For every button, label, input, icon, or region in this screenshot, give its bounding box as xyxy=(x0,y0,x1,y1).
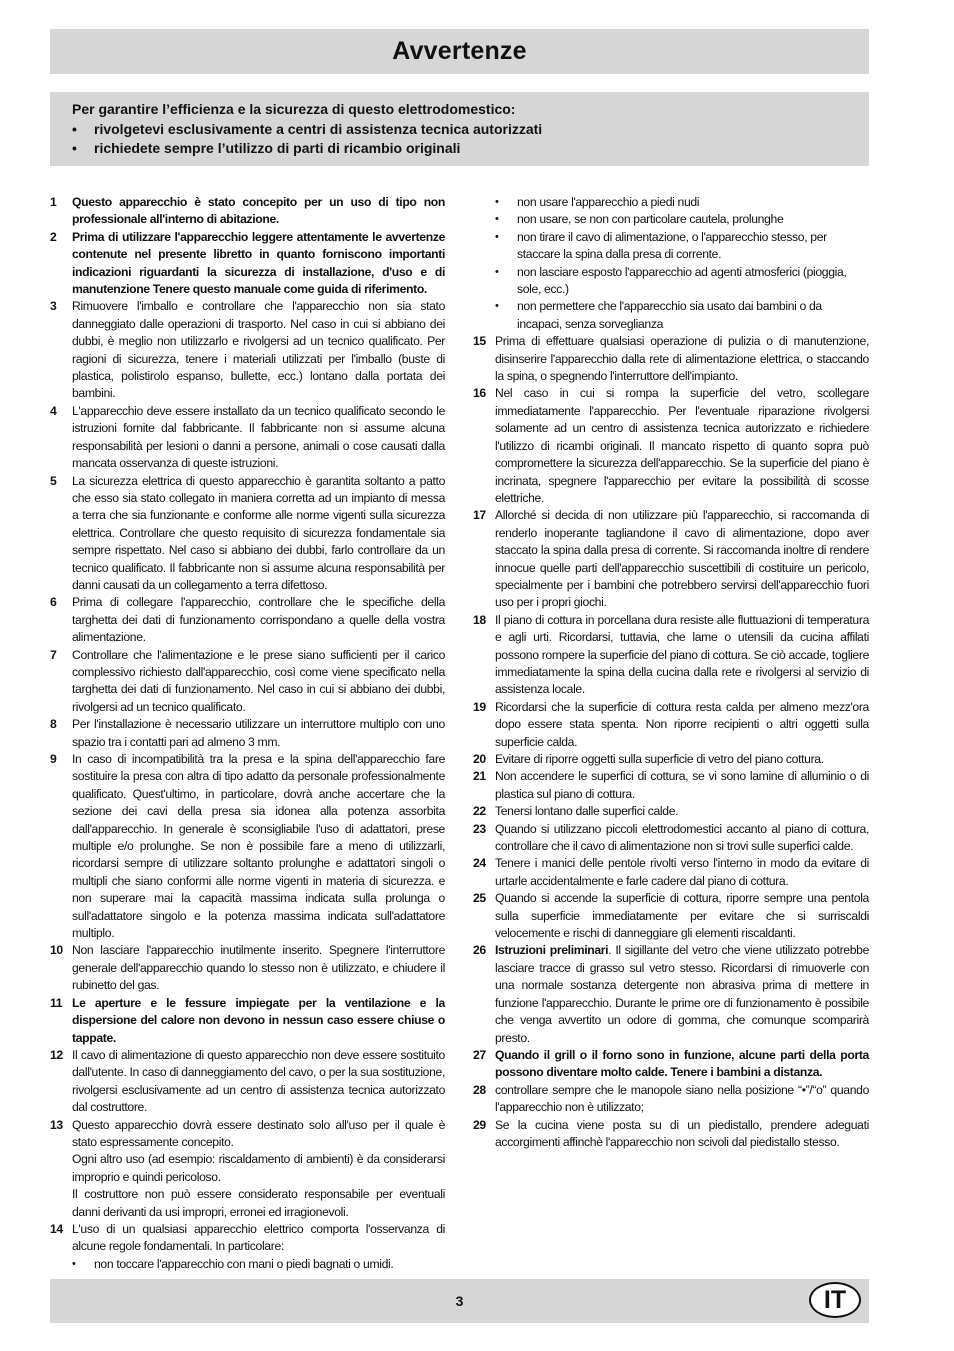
item-text: Allorché si decida di non utilizzare più l'apparecchio, si raccomanda di renderlo inoperante tagliandone il cavo di alimentazione, dopo aver staccato la spina dalla presa di corrente. Si raccomanda inoltre di rendere innocue quelle parti dell'apparecchio suscettibili di costituire un pericolo, specialmente per i bambini che potrebbero servirsi dell'apparecchio fuori uso per i propri giochi. xyxy=(495,508,869,610)
item-text: Se la cucina viene posta su di un piedistallo, prendere adeguati accorgimenti affinchè l'apparecchio non scivoli dal piedistallo stesso. xyxy=(495,1117,869,1149)
item-text: Prima di collegare l'apparecchio, controllare che le specifiche della targhetta dei dati di funzionamento corrispondano a quelle della vostra alimentazione. xyxy=(72,595,445,645)
item-text: Rimuovere l'imballo e controllare che l'apparecchio non sia stato danneggiato dalle operazioni di trasporto. Nel caso in cui si abbiano dei dubbi, è meglio non utilizzarlo e rivolgersi ad un tecnico qualificato. Per ragioni di sicurezza, tenere i materiali utilizzati per l'imballo (buste di plastica, polistirolo espanso, bullette, ecc.) lontano dalla portata dei bambini. xyxy=(72,299,445,401)
sub-bullet-text: non usare l'apparecchio a piedi nudi xyxy=(517,195,700,209)
intro-bullet xyxy=(72,139,869,159)
item-number: 9 xyxy=(50,752,57,766)
item-number: 1 xyxy=(50,195,57,209)
warning-item xyxy=(50,403,445,473)
bullet-icon: • xyxy=(495,265,499,278)
sub-bullet-text: non permettere che l'apparecchio sia usato dai bambini o da incapaci, senza sorveglianza xyxy=(517,299,822,331)
item-text: L'uso di un qualsiasi apparecchio elettrico comporta l'osservanza di alcune regole fondamentali. In particolare: xyxy=(72,1221,445,1254)
warning-item xyxy=(50,1047,445,1117)
item-text: Quando si utilizzano piccoli elettrodomestici accanto al piano di cottura, controllare che il cavo di alimentazione non si trovi sulle superfici calde. xyxy=(495,821,869,854)
intro-heading: Per garantire l’efficienza e la sicurezza di questo elettrodomestico: xyxy=(72,101,516,117)
item-text: Questo apparecchio è stato concepito per un uso di tipo non professionale all'interno di abitazione. xyxy=(72,195,445,227)
intro-bullet-text: rivolgetevi esclusivamente a centri di assistenza tecnica autorizzati xyxy=(94,120,543,137)
item-text: Il cavo di alimentazione di questo apparecchio non deve essere sostituito dall'utente. In caso di danneggiamento del cavo, o per la sua sostituzione, rivolgersi esclusivamente ad un centro di assistenza tecnica autorizzato dal costruttore. xyxy=(72,1047,445,1115)
warning-item xyxy=(50,1117,445,1221)
item-number: 6 xyxy=(50,595,57,610)
item-number: 13 xyxy=(50,1117,63,1132)
warning-item xyxy=(50,229,445,299)
warning-item xyxy=(50,594,445,646)
warning-item xyxy=(50,194,445,229)
item-number: 28 xyxy=(473,1082,486,1097)
sub-bullet xyxy=(72,1256,445,1273)
item-number: 18 xyxy=(473,612,486,627)
item-text: Ogni altro uso (ad esempio: riscaldamento di ambienti) è da considerarsi improprio e quindi pericoloso. xyxy=(72,1152,445,1184)
intro-box xyxy=(50,92,869,166)
item-text: L'apparecchio deve essere installato da un tecnico qualificato secondo le istruzioni fornite dal fabbricante. Il fabbricante non si assume alcuna responsabilità per lesioni o danni a persone, animali o cose causati dalla mancata osservanza di queste istruzioni. xyxy=(72,403,445,471)
warning-item xyxy=(473,768,869,803)
warning-item xyxy=(473,333,869,385)
item-text: Quando il grill o il forno sono in funzione, alcune parti della porta possono diventare molto calde. Tenere i bambini a distanza. xyxy=(495,1047,869,1080)
item-text: Ricordarsi che la superficie di cottura resta calda per almeno mezz'ora dopo essere stata spenta. Non riporre recipienti o altri oggetti sulla superficie calda. xyxy=(495,699,869,749)
warning-item xyxy=(473,1117,869,1152)
item-text-block xyxy=(495,942,869,1046)
sub-bullet xyxy=(495,264,869,299)
sub-bullet-text: non toccare l'apparecchio con mani o piedi bagnati o umidi. xyxy=(94,1256,394,1271)
item-text: Le aperture e le fessure impiegate per la ventilazione e la dispersione del calore non devono in nessun caso essere chiuse o tappate. xyxy=(72,995,445,1045)
item-text: Non lasciare l'apparecchio inutilmente inserito. Spegnere l'interruttore generale dell'apparecchio quando lo stesso non è utilizzato, e chiudere il rubinetto del gas. xyxy=(72,943,445,993)
item-number: 16 xyxy=(473,386,486,401)
item-text: Per l'installazione è necessario utilizzare un interruttore multiplo con uno spazio tra i contatti pari ad almeno 3 mm. xyxy=(72,717,445,749)
item-number: 4 xyxy=(50,403,57,418)
item-text: Prima di utilizzare l'apparecchio leggere attentamente le avvertenze contenute nel presente libretto in quanto forniscono importanti indicazioni riguardanti la sicurezza di installazione, d'uso e di manutenzione Tenere questo manuale come guida di riferimento. xyxy=(72,229,445,297)
item-text: controllare sempre che le manopole siano nella posizione “•”/“o” quando l'apparecchio non è utilizzato; xyxy=(495,1082,869,1115)
item-text: Questo apparecchio dovrà essere destinato solo all'uso per il quale è stato espressamente concepito. xyxy=(72,1117,445,1149)
warning-item xyxy=(50,942,445,994)
item-number: 10 xyxy=(50,943,63,958)
title-bar xyxy=(50,29,869,74)
item-number: 22 xyxy=(473,804,486,819)
item-text: La sicurezza elettrica di questo apparecchio è garantita soltanto a patto che esso sia stato collegato in maniera corretta ad un impianto di messa a terra che sia funzionante e conforme alle norme vigenti sulla sicurezza elettrica. Controllare che questo requisito di sicurezza fondamentale sia sempre rispettato. Nel caso si abbiano dei dubbi, farlo controllare da un tecnico qualificato. Il fabbricante non si assume alcuna responsabilità per danni causati da un collegamento a terra difettoso. xyxy=(72,473,445,592)
sub-bullet-text: non lasciare esposto l'apparecchio ad agenti atmosferici (pioggia, sole, ecc.) xyxy=(517,264,847,297)
item-number: 14 xyxy=(50,1221,63,1236)
warning-item xyxy=(50,298,445,402)
item-text: Il piano di cottura in porcellana dura resiste alle fluttuazioni di temperatura e agli urti. Ricordarsi, tuttavia, che lame o utensili da cucina affilati possono rompere la superficie del piano di cottura. Se ciò accade, togliere immediatamente la spina della cucina dalla rete e rivolgersi al servizio di assistenza locale. xyxy=(495,612,869,697)
warning-item xyxy=(473,385,869,507)
warning-item xyxy=(50,473,445,595)
item-number: 5 xyxy=(50,473,57,488)
bullet-icon: • xyxy=(495,300,499,313)
warning-item xyxy=(473,803,869,820)
item-number: 24 xyxy=(473,856,486,871)
item-number: 25 xyxy=(473,891,486,906)
item-number: 26 xyxy=(473,943,486,958)
item-number: 19 xyxy=(473,699,486,714)
bullet-icon: • xyxy=(495,213,499,226)
warning-item xyxy=(50,995,445,1047)
sub-bullet-text: non tirare il cavo di alimentazione, o l'apparecchio stesso, per staccare la spina dalla presa di corrente. xyxy=(517,229,827,262)
item-number: 20 xyxy=(473,752,486,766)
warning-item xyxy=(473,612,869,699)
warning-item xyxy=(473,1082,869,1117)
warning-item xyxy=(473,821,869,856)
item-number: 7 xyxy=(50,647,57,662)
item-text: Il costruttore non può essere considerato responsabile per eventuali danni derivanti da usi impropri, erronei ed irragionevoli. xyxy=(72,1187,445,1219)
warning-item xyxy=(50,751,445,942)
page-title: Avvertenze xyxy=(392,37,527,65)
bullet-icon: • xyxy=(72,140,77,156)
item-text: Controllare che l'alimentazione e le prese siano sufficienti per il carico complessivo richiesto dall'apparecchio, così come viene specificato nella targhetta dei dati di funzionamento. Nel caso in cui si abbiano dei dubbi, rivolgersi ad un tecnico qualificato. xyxy=(72,647,445,714)
language-badge: IT xyxy=(809,1282,861,1318)
item-number: 15 xyxy=(473,334,486,349)
bullet-icon: • xyxy=(495,230,499,243)
warning-item xyxy=(473,855,869,890)
intro-bullet xyxy=(72,120,869,140)
sub-bullet xyxy=(495,229,869,264)
bullet-icon: • xyxy=(495,196,499,208)
item-text: Tenersi lontano dalle superfici calde. xyxy=(495,804,679,819)
item-text: Tenere i manici delle pentole rivolti verso l'interno in modo da evitare di urtarle accidentalmente e farle cadere dal piano di cottura. xyxy=(495,856,869,888)
item-number: 11 xyxy=(50,995,63,1010)
item-text: Prima di effettuare qualsiasi operazione di pulizia o di manutenzione, disinserire l'apparecchio dalla rete di alimentazione elettrica, o staccando la spina, o spegnendo l'interruttore dell'impianto. xyxy=(495,334,869,384)
warning-item xyxy=(473,1047,869,1082)
warning-item xyxy=(473,507,869,611)
intro-bullet-text: richiedete sempre l’utilizzo di parti di ricambio originali xyxy=(94,140,461,156)
item-number: 23 xyxy=(473,821,486,836)
item-text: In caso di incompatibilità tra la presa e la spina dell'apparecchio fare sostituire la presa con altra di tipo adatto da personale professionalmente qualificato. Quest'ultimo, in particolare, dovrà anche accertare che la sezione dei cavi della presa sia idonea alla potenza assorbita dall'apparecchio. In generale è sconsigliabile l'uso di adattatori, prese multiple e/o prolunghe. Se non è possibile fare a meno di utilizzarli, ricordarsi sempre di utilizzare soltanto prolunghe e adattatori singoli o multipli che siano conformi alle norme vigenti in materia di sicurezza. e non superare mai la capacità massima indicata sulla prolunga o sull'adattatore singolo e la potenza massima indicata sull'adattatore multiplo. xyxy=(72,752,445,941)
sub-bullet xyxy=(495,211,869,228)
warning-item xyxy=(473,890,869,942)
item-number: 21 xyxy=(473,769,486,784)
bullet-icon: • xyxy=(72,120,77,137)
item-number: 27 xyxy=(473,1047,486,1062)
item-number: 8 xyxy=(50,717,57,732)
item-number: 29 xyxy=(473,1117,486,1132)
page-number: 3 xyxy=(455,1293,464,1309)
item-text: . Il sigillante del vetro che viene utilizzato potrebbe lasciare tracce di grasso sul vetro stesso. Ricordarsi di rimuoverle con una normale sostanza detergente non abrasiva prima di mettere in funzione l'apparecchio. Durante le prime ore di funzionamento è possibile che venga avvertito un odore di gomma, che comunque scomparirà presto. xyxy=(495,943,869,1045)
sub-bullet-text: non usare, se non con particolare cautela, prolunghe xyxy=(517,212,784,227)
item-lead: Istruzioni preliminari xyxy=(495,943,609,958)
warning-item xyxy=(473,699,869,751)
bullet-icon: • xyxy=(72,1257,76,1270)
item-number: 2 xyxy=(50,229,57,244)
warning-item xyxy=(50,1221,445,1256)
sub-bullet xyxy=(495,194,869,211)
item-text: Evitare di riporre oggetti sulla superficie di vetro del piano cottura. xyxy=(495,752,824,766)
warning-item xyxy=(50,647,445,717)
item-number: 12 xyxy=(50,1047,63,1062)
footer-bar xyxy=(50,1279,869,1323)
warning-item xyxy=(473,942,869,1046)
right-column xyxy=(473,194,869,1151)
sub-bullet xyxy=(495,298,869,333)
item-number: 3 xyxy=(50,299,57,314)
item-text-block xyxy=(72,1117,445,1221)
warning-item xyxy=(50,716,445,751)
item-text: Nel caso in cui si rompa la superficie del vetro, scollegare immediatamente l'apparecchio. Per l'eventuale riparazione rivolgersi solamente ad un centro di assistenza tecnica autorizzato e richiedere l'utilizzo di ricambi originali. Il mancato rispetto di quanto sopra può compromettere la sicurezza dell'apparecchio. Se la superficie del piano è incrinata, spegnere l'apparecchio per evitare la possibilità di scosse elettriche. xyxy=(495,386,869,505)
warning-item xyxy=(473,751,869,768)
item-text: Non accendere le superfici di cottura, se vi sono lamine di alluminio o di plastica sul piano di cottura. xyxy=(495,769,869,801)
left-column xyxy=(50,194,445,1273)
item-text: Quando si accende la superficie di cottura, riporre sempre una pentola sulla superficie immediatamente per evitare che si surriscaldi velocemente e rischi di danneggiare gli elementi riscaldanti. xyxy=(495,891,869,941)
item-number: 17 xyxy=(473,508,486,523)
